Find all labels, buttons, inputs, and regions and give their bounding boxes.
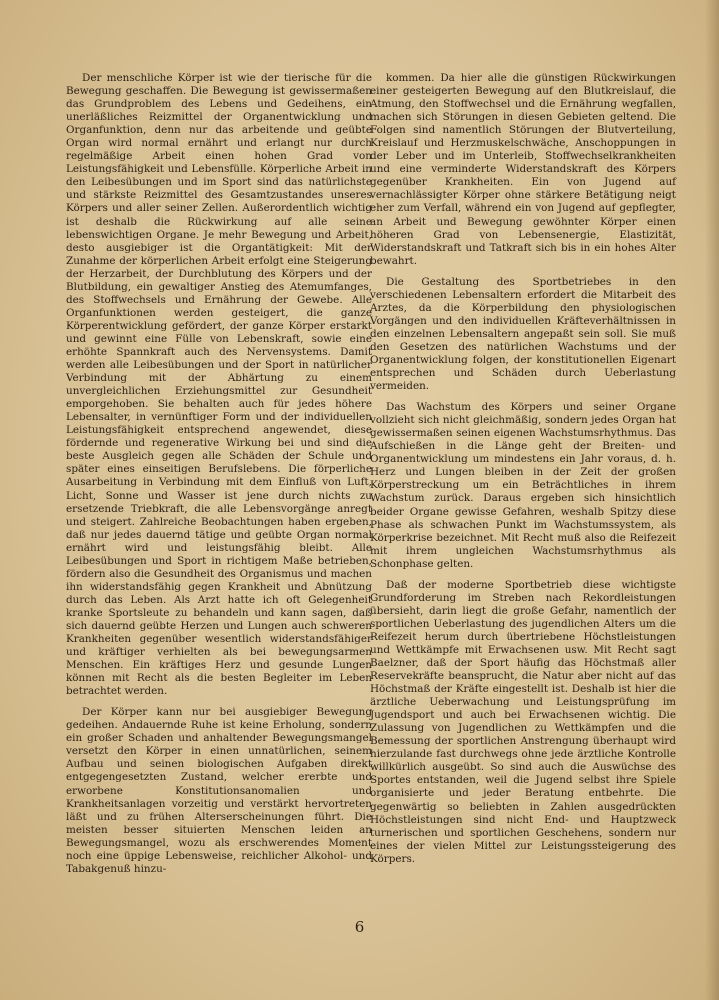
paragraph: kommen. Da hier alle die günstigen Rückwirkungen einer gesteigerten Bewegung auf den Blutkreislauf, die Atmung, den Stoffwechsel und die Ernährung wegfallen, machen sich Störungen in diesen Gebieten geltend. Die Folgen sind namentlich Störungen der Blutverteilung, Kreislauf und Herzmuskelschwäche, Anschoppungen in der Leber und im Unterleib, Stoffwechselkrankheiten und eine verminderte Widerstandskraft des Körpers gegenüber Krankheiten. Ein von Jugend auf vernachlässigter Körper ohne stärkere Betätigung neigt eher zum Verfall, während ein von Jugend auf gepflegter, an Arbeit und Bewegung gewöhnter Körper einen höheren Grad von Lebensenergie, Elastizität, Widerstandskraft und Tatkraft sich bis in ein hohes Alter bewahrt. [370,72,676,267]
page-number: 6 [354,918,365,936]
paragraph: Das Wachstum des Körpers und seiner Organe vollzieht sich nicht gleichmäßig, sondern jedes Organ hat gewissermaßen seinen eigenen Wachstumsrhythmus. Das Aufschießen in die Länge geht der Breiten- und Organentwicklung um mindestens ein Jahr voraus, d. h. Herz und Lungen bleiben in der Zeit der großen Körperstreckung um ein Beträchtliches in ihrem Wachstum zurück. Daraus ergeben sich hinsichtlich beider Organe gewisse Gefahren, weshalb Spitzy diese Phase als schwachen Punkt im Wachstumssystem, als Körperkrise bezeichnet. Mit Recht muß also die Reifezeit mit ihrem ungleichen Wachstumsrhythmus als Schonphase gelten. [370,401,676,570]
right-text-column [370,72,676,874]
paragraph: Der menschliche Körper ist wie der tierische für die Bewegung geschaffen. Die Bewegung ist gewissermaßen das Grundproblem des Lebens und Gedeihens, ein unerläßliches Reizmittel der Organentwicklung und Organfunktion, denn nur das arbeitende und geübte Organ wird normal ernährt und erlangt nur durch regelmäßige Arbeit einen hohen Grad von Leistungsfähigkeit und Lebensfülle. Körperliche Arbeit in den Leibesübungen und im Sport sind das natürlichste und stärkste Reizmittel des Gesamtzustandes unseres Körpers und aller seiner Zellen. Außerordentlich wichtig ist deshalb die Rückwirkung auf alle seine lebenswichtigen Organe. Je mehr Bewegung und Arbeit, desto ausgiebiger ist die Organtätigkeit: Mit der Zunahme der körperlichen Arbeit erfolgt eine Steigerung der Herzarbeit, der Durchblutung des Körpers und der Blutbildung, ein gewaltiger Anstieg des Atemumfanges, des Stoffwechsels und Ernährung der Gewebe. Alle Organfunktionen werden gesteigert, die ganze Körperentwicklung gefördert, der ganze Körper erstarkt und gewinnt eine Fülle von Lebenskraft, sowie eine erhöhte Spannkraft auch des Nervensystems. Damit werden alle Leibesübungen und der Sport in natürlicher Verbindung mit der Abhärtung zu einem unvergleichlichen Erziehungsmittel zur Gesundheit emporgehoben. Sie behalten auch für jedes höhere Lebensalter, in vernünftiger Form und der individuellen Leistungsfähigkeit entsprechend angewendet, diese fördernde und regenerative Wirkung bei und sind die beste Ausgleich gegen alle Schäden der Schule und später eines einseitigen Berufslebens. Die förperliche Ausarbeitung in Verbindung mit dem Einfluß von Luft, Licht, Sonne und Wasser ist jene durch nichts zu ersetzende Triebkraft, die alle Lebensvorgänge anregt und steigert. Zahlreiche Beobachtungen haben ergeben, daß nur jedes dauernd tätige und geübte Organ normal ernährt wird und leistungsfähig bleibt. Alle Leibesübungen und Sport in richtigem Maße betrieben, fördern also die Gesundheit des Organismus und machen ihn widerstandsfähig gegen Krankheit und Abnützung durch das Leben. Als Arzt hatte ich oft Gelegenheit kranke Sportsleute zu behandeln und kann sagen, daß sich dauernd geübte Herzen und Lungen auch schweren Krankheiten gegenüber wesentlich widerstandsfähiger und kräftiger verhielten als bei bewegungsarmen Menschen. Ein kräftiges Herz und gesunde Lungen können mit Recht als die besten Begleiter im Leben betrachtet werden. [66,72,372,698]
paragraph: Daß der moderne Sportbetrieb diese wichtigste Grundforderung im Streben nach Rekordleistungen übersieht, darin liegt die große Gefahr, namentlich der sportlichen Ueberlastung des jugendlichen Alters um die Reifezeit herum durch übertriebene Höchstleistungen und Wettkämpfe mit Erwachsenen usw. Mit Recht sagt Baelzner, daß der Sport häufig das Höchstmaß aller Reservekräfte beansprucht, die Natur aber nicht auf das Höchstmaß der Kräfte eingestellt ist. Deshalb ist hier die ärztliche Ueberwachung und Leistungsprüfung im Jugendsport und auch bei Erwachsenen wichtig. Die Zulassung von Jugendlichen zu Wettkämpfen und die Bemessung der sportlichen Anstrengung überhaupt wird hierzulande fast durchwegs ohne jede ärztliche Kontrolle willkürlich ausgeübt. So sind auch die Auswüchse des Sportes entstanden, weil die Jugend selbst ihre Spiele organisierte und jeder Beratung entbehrte. Die gegenwärtig so beliebten in Zahlen ausgedrückten Höchstleistungen sind nicht End- und Hauptzweck turnerischen und sportlichen Geschehens, sondern nur eines der vielen Mittel zur Leistungssteigerung des Körpers. [370,578,676,865]
paragraph: Der Körper kann nur bei ausgiebiger Bewegung gedeihen. Andauernde Ruhe ist keine Erholung, sondern ein großer Schaden und anhaltender Bewegungsmangel versetzt den Körper in einen unnatürlichen, seinem Aufbau und seinen biologischen Aufgaben direkt entgegengesetzten Zustand, welcher ererbte und erworbene Konstitutionsanomalien und Krankheitsanlagen vorzeitig und verstärkt hervortreten läßt und zu frühen Alterserscheinungen führt. Die meisten besser situierten Menschen leiden an Bewegungsmangel, wozu als erschwerendes Moment noch eine üppige Lebensweise, reichlicher Alkohol- und Tabakgenuß hinzu- [66,706,372,875]
left-text-column [66,72,372,884]
page-edge-shadow [705,0,719,1000]
paragraph: Die Gestaltung des Sportbetriebes in den verschiedenen Lebensaltern erfordert die Mitarbeit des Arztes, da die Körperbildung den physiologischen Vorgängen und den individuellen Kräfteverhältnissen in den einzelnen Lebensaltern angepaßt sein soll. Sie muß den Gesetzen des natürlichen Wachstums und der Organentwicklung folgen, der konstitutionellen Eigenart entsprechen und Schäden durch Ueberlastung vermeiden. [370,275,676,393]
